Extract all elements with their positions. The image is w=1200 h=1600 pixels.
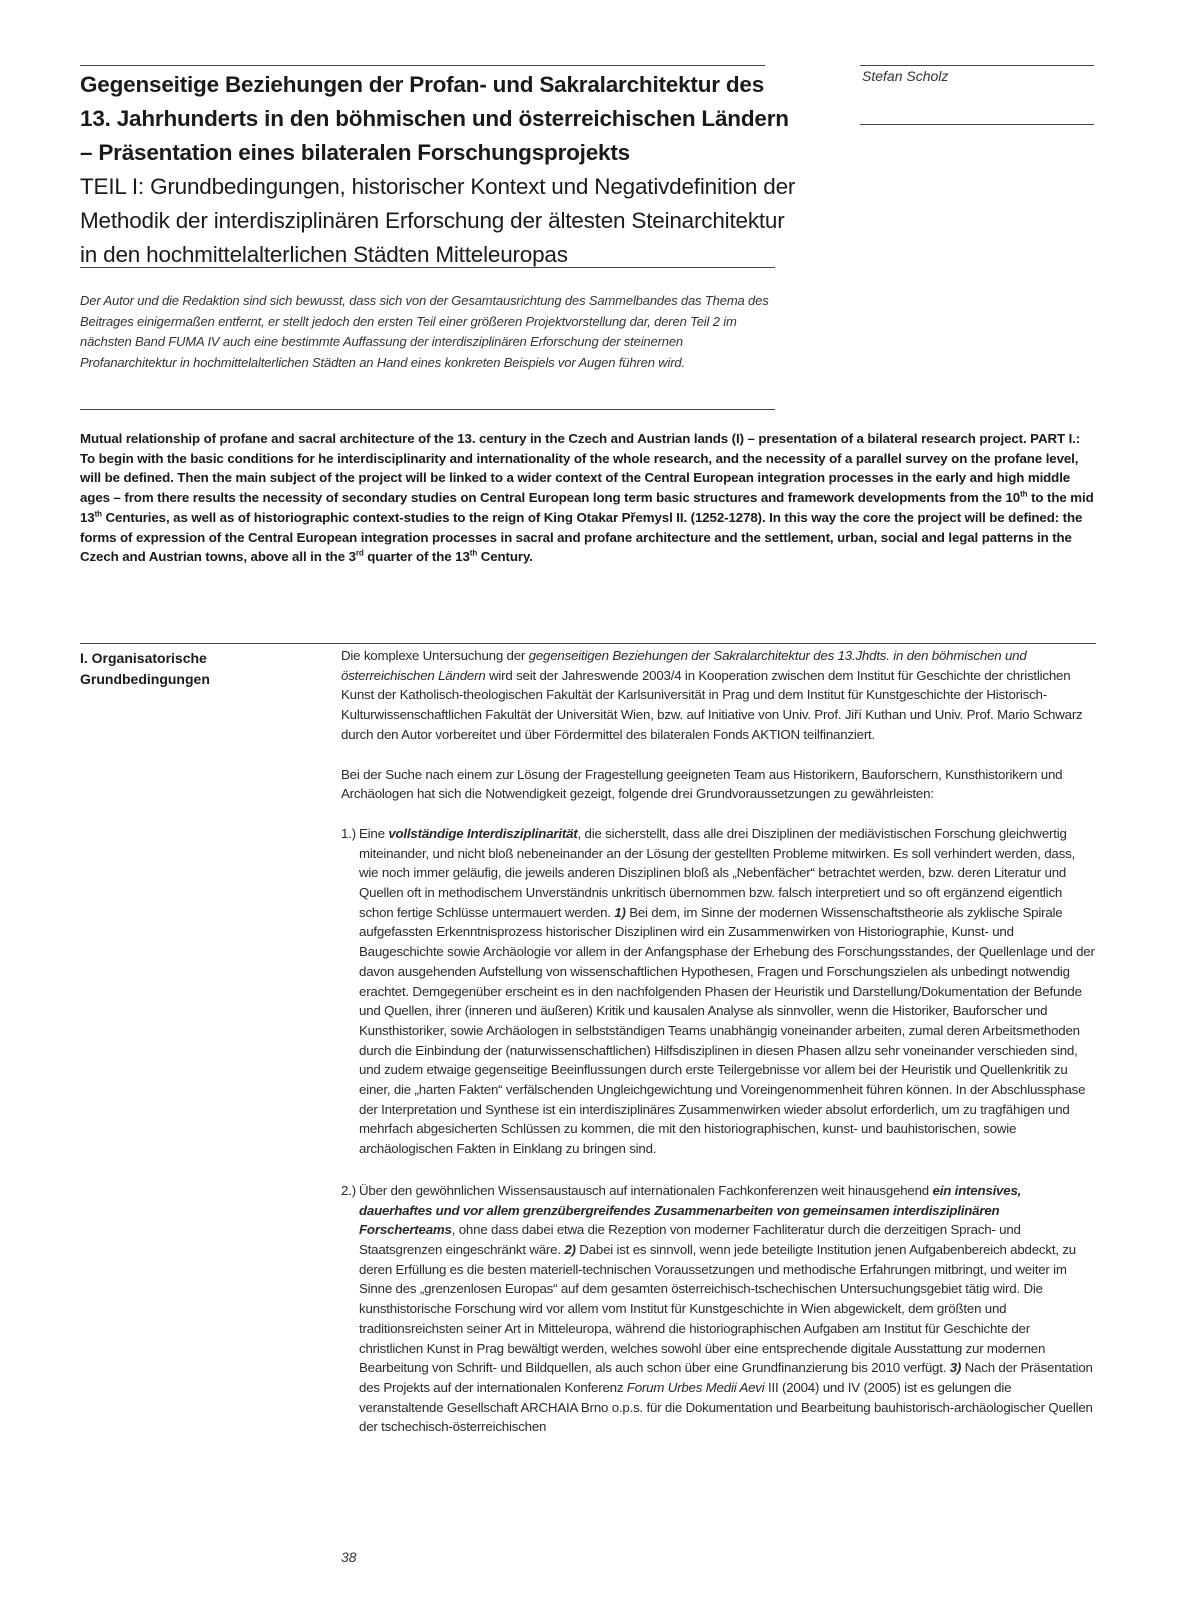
- list-item-2: [341, 1181, 1096, 1437]
- editor-note-bottom-rule: [80, 409, 775, 410]
- text-run: III (2004) und IV (2005) ist es gelungen die veranstaltende Gesellschaft ARCHAIA Brno o.p.s. für die Dokumentation und Bearbeitung bauhistorisch-archäologischer Quellen der tschechisch-österreichischen: [359, 1379, 1093, 1435]
- section-heading: I. Organisatorische Grundbedingungen: [80, 650, 210, 687]
- abstract-text: [80, 449, 1100, 567]
- footnote-ref: 1): [614, 904, 626, 920]
- superscript: th: [94, 509, 102, 519]
- abstract-text-part: To begin with the basic conditions for he interdisciplinarity and internationality of the whole research, and the necessity of a parallel survey on the profane level, will be defined. Then the main subject of the project will be linked to a wider context of the Central European integration processes in the early and high middle ages – from there results the necessity of secondary studies on Central European long term basic structures and framework developments from the 10: [80, 450, 1079, 506]
- footnote-ref: 2): [564, 1241, 576, 1257]
- text-run: Eine: [359, 825, 389, 841]
- text-run: Über den gewöhnlichen Wissensaustausch auf internationalen Fachkonferenzen weit hinausgehend: [359, 1182, 933, 1198]
- abstract-text-part: to the mid 13: [80, 490, 1094, 525]
- section-body: [341, 646, 1096, 1459]
- list-number: 1.): [341, 825, 356, 841]
- page-number: 38: [341, 1549, 357, 1565]
- italic-text: Forum Urbes Medii Aevi: [626, 1379, 765, 1395]
- text-run: Bei dem, im Sinne der modernen Wissenschaftstheorie als zyklische Spirale aufgefassten Erkenntnisprozess historischer Disziplinen wird ein Zusammenwirken von Historiographie, Kunst- und Baugeschichte sowie Archäologie vor allem in der Anfangsphase der Erhebung des Forschungsstandes, der Quellenlage und der davon ausgehenden Aufstellung von wissenschaftlichen Hypothesen, Fragen und Forschungszielen als unbedingt notwendig erachtet. Demgegenüber erscheint es in den nachfolgenden Phasen der Heuristik und Darstellung/Dokumentation der Befunde und Quellen, ihrer (inneren und äußeren) Kritik und kausalen Analyse als sinnvoller, wenn die Historiker, Bauforscher und Kunsthistoriker, sowie Archäologen in selbstständigen Teams unabhängig voneinander arbeiten, zumal deren Arbeitsmethoden durch die Einbindung der (naturwissenschaftlichen) Hilfsdisziplinen in diesen Phasen allzu sehr voneinander verschieden sind, und zudem etwaige gegenseitige Beeinflussungen durch erste Teilergebnisse vor allem bei der Heuristik und Quellenkritik zu einer, die „harten Fakten“ verfälschenden Ungleichgewichtung und Voreingenommenheit führen können. In der Abschlussphase der Interpretation und Synthese ist ein interdisziplinäres Zusammenwirken wieder absolut erforderlich, um zu tragfähigen und mehrfach abgesicherten Schlüssen zu kommen, die mit den historiographischen, kunst- und bauhistorischen, sowie archäologischen Fakten in Einklang zu bringen sind.: [359, 904, 1095, 1157]
- editor-note: Der Autor und die Redaktion sind sich bewusst, dass sich von der Gesamtausrichtung des Sammelbandes das Thema des Beitrages einigermaßen entfernt, er stellt jedoch den ersten Teil einer größeren Projektvorstellung dar, deren Teil 2 im nächsten Band FUMA IV auch eine bestimmte Auffassung der interdisziplinären Erforschung der steinernen Profanarchitektur in hochmittelalterlichen Städten an Hand eines konkreten Beispiels vor Augen führen wird.: [80, 293, 769, 370]
- english-abstract: [80, 429, 1100, 567]
- author-bottom-rule: [860, 124, 1094, 125]
- author-top-rule: [860, 65, 1094, 66]
- abstract-text-part: quarter of the 13: [363, 549, 470, 565]
- abstract-text-part: Century.: [477, 549, 533, 565]
- author-name: Stefan Scholz: [862, 68, 949, 84]
- bold-italic-text: vollständige Interdisziplinarität: [388, 825, 578, 841]
- bold-italic-text: ein intensives, dauerhaftes und vor allem grenzübergreifendes Zusammenarbeiten von gemeinsamen interdisziplinären Forscherteams: [359, 1182, 1022, 1238]
- abstract-title: Mutual relationship of profane and sacral architecture of the 13. century in the Czech and Austrian lands (I) – presentation of a bilateral research project. PART I.:: [80, 431, 1081, 446]
- article-title: Gegenseitige Beziehungen der Profan- und Sakralarchitektur des 13. Jahrhunderts in den böhmischen und österreichischen Ländern – Präsentation eines bilateralen Forschungsprojekts: [80, 72, 789, 165]
- text-run: Die komplexe Untersuchung der: [341, 648, 529, 663]
- title-block: [80, 68, 800, 272]
- abstract-text-part: Centuries, as well as of historiographic context-studies to the reign of King Otakar Přemysl II. (1252-1278). In this way the core the project will be defined: the forms of expression of the Central European integration processes in sacral and profane architecture and the settlement, urban, social and legal patterns in the Czech and Austrian towns, above all in the 3: [80, 509, 1083, 565]
- section-top-rule: [80, 643, 1096, 644]
- text-run: Dabei ist es sinnvoll, wenn jede beteiligte Institution jenen Aufgabenbereich abdeckt, zu deren Erfüllung es die besten materiell-technischen Voraussetzungen und methodische Erfahrungen mitbringt, und weiter im Sinne des „grenzenlosen Europas“ auf dem gesamten österreichisch-tschechischen Untersuchungsgebiet tätig wird. Die kunsthistorische Forschung wird vor allem vom Institut für Kunstgeschichte in Wien abgewickelt, dem größten und traditionsreichsten seiner Art in Mitteleuropa, während die historiographischen Aufgaben am Institut für Geschichte der christlichen Kunst in Prag bewältigt werden, welches sowohl über eine entsprechende digitale Ausstattung zur modernen Bearbeitung von Schrift- und Bildquellen, als auch schon über eine Grundfinanzierung bis 2010 verfügt.: [359, 1241, 1076, 1376]
- paragraph: [341, 646, 1096, 745]
- superscript: rd: [355, 548, 364, 558]
- text-run: wird seit der Jahreswende 2003/4 in Kooperation zwischen dem Institut für Geschichte der christlichen Kunst der Katholisch-theologischen Fakultät der Karlsuniversität in Prag und dem Institut für Kunstgeschichte der Historisch-Kulturwissenschaftlichen Fakultät der Universität Wien, bzw. auf Initiative von Univ. Prof. Jiří Kuthan und Univ. Prof. Mario Schwarz durch den Autor vorbereitet und über Fördermittel des bilateralen Fonds AKTION teilfinanziert.: [341, 667, 1083, 742]
- text-run: , die sicherstellt, dass alle drei Disziplinen der mediävistischen Forschung gleichwertig miteinander, und nicht bloß nebeneinander an der Lösung der gestellten Probleme mitwirken. Es soll verhindert werden, dass, wie noch immer geläufig, die jeweils anderen Disziplinen bloß als „Nebenfächer“ betrachtet werden, bzw. deren Literatur und Quellen oft in methodischem Unverständnis unkritisch übernommen bzw. falsch interpretiert und so oft ergänzend eigentlich schon fertige Schlüsse untermauert werden.: [359, 825, 1076, 920]
- list-text: [359, 1181, 1096, 1437]
- paragraph: Bei der Suche nach einem zur Lösung der Fragestellung geeigneten Team aus Historikern, Bauforschern, Kunsthistorikern und Archäologen hat sich die Notwendigkeit gezeigt, folgende drei Grundvoraussetzungen zu gewährleisten:: [341, 766, 1063, 802]
- title-top-rule: [80, 65, 765, 66]
- list-item-1: [341, 824, 1096, 1159]
- list-number: 2.): [341, 1182, 356, 1198]
- italic-text: gegenseitigen Beziehungen der Sakralarchitektur des 13.Jhdts. in den böhmischen und österreichischen Ländern: [341, 648, 1027, 683]
- text-run: , ohne dass dabei etwa die Rezeption von moderner Fachliteratur durch die derzeitigen Sprach- und Staatsgrenzen eingeschränkt wäre.: [359, 1222, 1021, 1257]
- superscript: th: [1020, 489, 1028, 499]
- text-run: Nach der Präsentation des Projekts auf der internationalen Konferenz: [359, 1360, 1093, 1395]
- article-subtitle: TEIL I: Grundbedingungen, historischer Kontext und Negativdefinition der Methodik der interdisziplinären Erforschung der ältesten Steinarchitektur in den hochmittelalterlichen Städten Mitteleuropas: [80, 174, 796, 267]
- superscript: th: [469, 548, 478, 558]
- footnote-ref: 3): [949, 1360, 962, 1376]
- list-text: [359, 824, 1096, 1159]
